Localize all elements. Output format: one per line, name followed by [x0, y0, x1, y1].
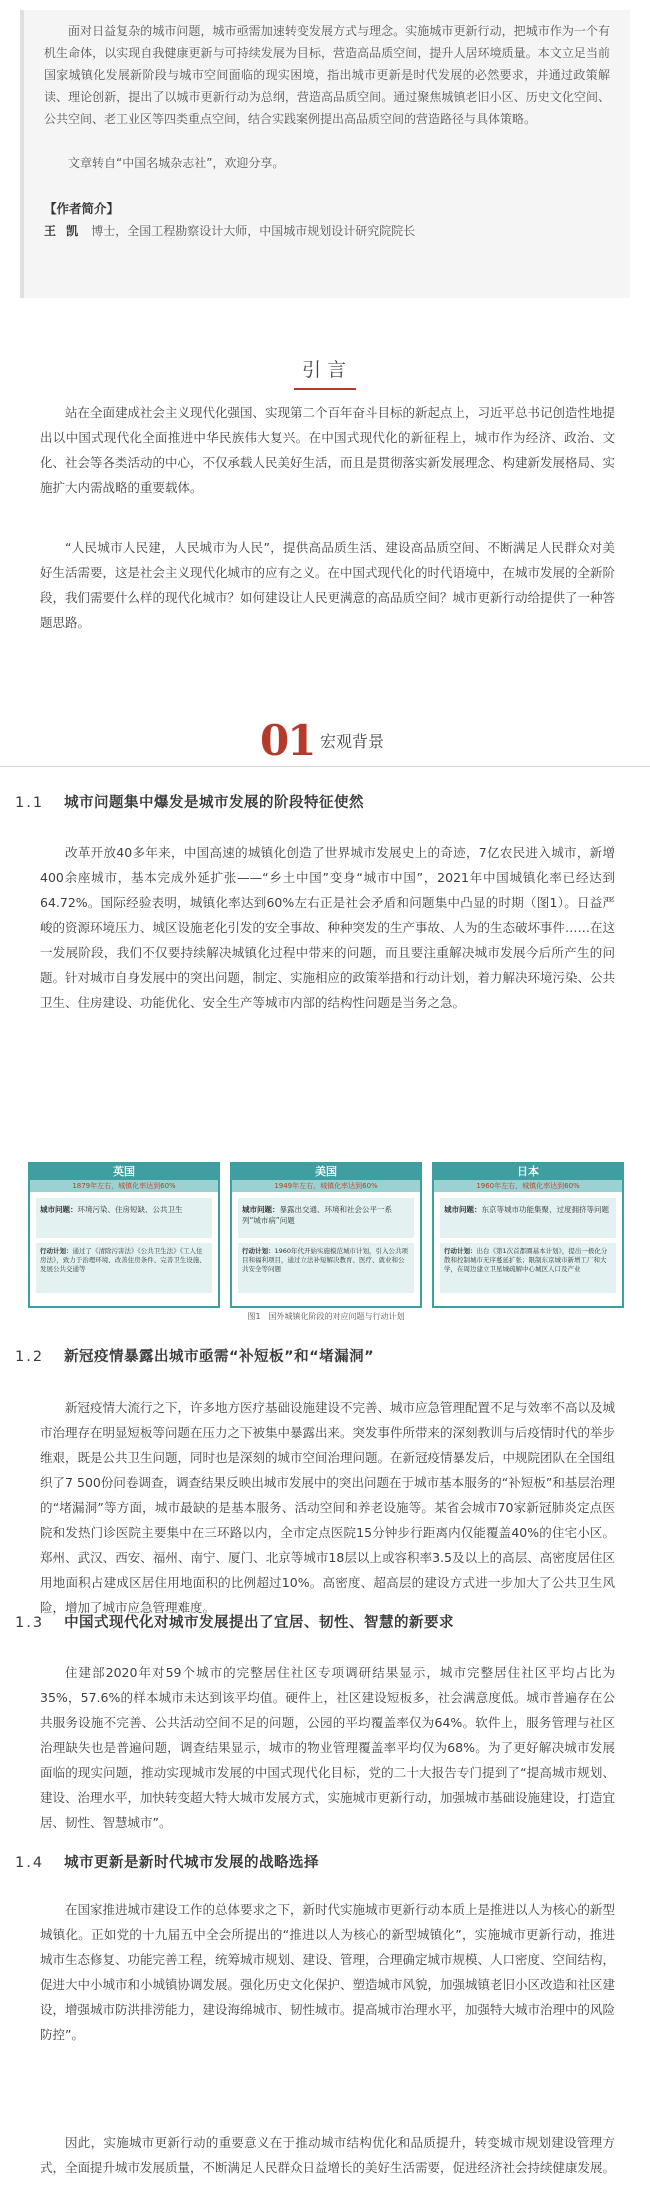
author-name: 王 凯 [44, 224, 82, 238]
section-1-heading [0, 715, 650, 767]
subsection-1-4-paragraph: 在国家推进城市建设工作的总体要求之下，新时代实施城市更新行动本质上是推进以人为核心的新型城镇化。正如党的十九届五中全会所提出的“推进以人为核心的新型城镇化”，实施城市更新行动，推进城市生态修复、功能完善工程，统筹城市规划、建设、管理，合理确定城市规模、人口密度、空间结构，促进大中小城市和小城镇协调发展。强化历史文化保护、塑造城市风貌，加强城镇老旧小区改造和社区建设，增强城市防洪排涝能力，建设海绵城市、韧性城市。提高城市治理水平，加强特大城市治理中的风险防控”。 [40, 1902, 616, 2042]
subsection-number: 1.3 [15, 1615, 45, 1631]
section-divider [0, 766, 650, 767]
subsection-1-1-heading [15, 790, 635, 816]
section-number: 01 [260, 716, 315, 765]
subsection-title: 城市问题集中爆发是城市发展的阶段特征使然 [64, 795, 365, 811]
card-country: 英国 [30, 1164, 218, 1180]
figure-card-japan [432, 1162, 624, 1308]
author-section-title: 【作者简介】 [44, 201, 120, 216]
card-plan: 行动计划：通过了《清除污害法》《公共卫生法》《工人住房法》，致力于治理环境、改善住房条件、完善卫生设施、发展公共交通等 [36, 1243, 212, 1293]
abstract-text: 面对日益复杂的城市问题，城市亟需加速转变发展方式与理念。实施城市更新行动，把城市作为一个有机生命体，以实现自我健康更新与可持续发展为目标，营造高品质空间，提升人居环境质量。本文立足当前国家城镇化发展新阶段与城市空间面临的现实困境，指出城市更新是时代发展的必然要求，并通过政策解读、理论创新，提出了以城市更新行动为总纲，营造高品质空间。通过聚焦城镇老旧小区、历史文化空间、公共空间、老工业区等四类重点空间，结合实践案例提出高品质空间的营造路径与具体策略。 [44, 24, 610, 126]
subsection-number: 1.2 [15, 1349, 45, 1365]
author-line [44, 220, 610, 242]
introduction-heading-text: 引言 [294, 356, 356, 390]
introduction-paragraph-1: 站在全面建成社会主义现代化强国、实现第二个百年奋斗目标的新起点上，习近平总书记创造性地提出以中国式现代化全面推进中华民族伟大复兴。在中国式现代化的新征程上，城市作为经济、政治、文化、社会等各类活动的中心，不仅承载人民美好生活，而且是贯彻落实新发展理念、构建新发展格局、实施扩大内需战略的重要载体。 [40, 405, 616, 495]
card-plan: 行动计划：1960年代开始实施模范城市计划，引入公共项目和福利项目，通过立法补短解决教育、医疗、就业和公共安全等问题 [238, 1243, 414, 1293]
subsection-number: 1.1 [15, 795, 45, 811]
subsection-title: 新冠疫情暴露出城市亟需“补短板”和“堵漏洞” [64, 1349, 375, 1365]
card-problem: 城市问题：暴露出交通、环境和社会公平一系列“城市病”问题 [238, 1198, 414, 1238]
subsection-1-1-paragraph: 改革开放40多年来，中国高速的城镇化创造了世界城市发展史上的奇迹，7亿农民进入城市，新增400余座城市，基本完成外延扩张——“乡土中国”变身“城市中国”，2021年中国城镇化率已经达到64.72%。国际经验表明，城镇化率达到60%左右正是社会矛盾和问题集中凸显的时期（图1）。日益严峻的资源环境压力、城区设施老化引发的安全事故、种种突发的生产事故、人为的生态破坏事件……在这一发展阶段，我们不仅要持续解决城镇化过程中带来的问题，而且要注重解决城市发展今后所产生的问题。针对城市自身发展中的突出问题，制定、实施相应的政策举措和行动计划，着力解决环境污染、公共卫生、住房建设、功能优化、安全生产等城市内部的结构性问题是当务之急。 [40, 845, 616, 1010]
card-stage: 1879年左右，城镇化率达到60% [30, 1180, 218, 1192]
card-country: 美国 [232, 1164, 420, 1180]
introduction-paragraph-2: “人民城市人民建，人民城市为人民”，提供高品质生活、建设高品质空间、不断满足人民群众对美好生活需要，这是社会主义现代化城市的应有之义。在中国式现代化的时代语境中，在城市发展的全新阶段，我们需要什么样的现代化城市？如何建设让人民更满意的高品质空间？城市更新行动给提供了一种答题思路。 [40, 540, 616, 630]
figure-1 [28, 1162, 624, 1320]
figure-caption: 图1 国外城镇化阶段的对应问题与行动计划 [247, 1312, 405, 1321]
subsection-title: 中国式现代化对城市发展提出了宜居、韧性、智慧的新要求 [64, 1615, 455, 1631]
subsection-1-4-heading [15, 1850, 635, 1876]
card-stage: 1960年左右，城镇化率达到60% [434, 1180, 622, 1192]
card-problem: 城市问题：环境污染、住房短缺、公共卫生 [36, 1198, 212, 1238]
card-stage: 1949年左右，城镇化率达到60% [232, 1180, 420, 1192]
author-description: 博士，全国工程勘察设计大师，中国城市规划设计研究院院长 [91, 224, 416, 238]
card-plan: 行动计划：出台《第1次首都圈基本计划》，提出一极化分散和控制城市无序蔓延扩张；限制东京城市新增工厂和大学，在周边建立卫星城疏解中心城区人口及产业 [440, 1243, 616, 1293]
subsection-1-3-heading [15, 1610, 635, 1636]
card-problem: 城市问题：东京等城市功能集聚、过度拥挤等问题 [440, 1198, 616, 1238]
section-title: 宏观背景 [320, 732, 385, 751]
closing-paragraph: 因此，实施城市更新行动的重要意义在于推动城市结构优化和品质提升，转变城市规划建设管理方式，全面提升城市发展质量，不断满足人民群众日益增长的美好生活需要，促进经济社会持续健康发展。 [40, 2135, 616, 2175]
subsection-1-2-paragraph: 新冠疫情大流行之下，许多地方医疗基础设施建设不完善、城市应急管理配置不足与效率不高以及城市治理存在明显短板等问题在压力之下被集中暴露出来。突发事件所带来的深刻教训与后疫情时代的举步维艰，既是公共卫生问题，同时也是深刻的城市空间治理问题。在新冠疫情暴发后，中规院团队在全国组织了7 500份问卷调查，调查结果反映出城市发展中的突出问题在于城市基本服务的“补短板”和基层治理的“堵漏洞”等方面，城市最缺的是基本服务、活动空间和养老设施等。某省会城市70家新冠肺炎定点医院和发热门诊医院主要集中在三环路以内，全市定点医院15分钟步行距离内仅能覆盖40%的住宅小区。郑州、武汉、西安、福州、南宁、厦门、北京等城市18层以上或容积率3.5及以上的高层、高密度居住区用地面积占建成区居住用地面积的比例超过10%。高密度、超高层的建设方式进一步加大了公共卫生风险，增加了城市应急管理难度。 [40, 1400, 616, 1615]
introduction-heading [0, 356, 650, 390]
abstract-box [20, 10, 630, 298]
subsection-title: 城市更新是新时代城市发展的战略选择 [64, 1855, 320, 1871]
subsection-1-2-heading [15, 1344, 635, 1370]
repost-note: 文章转自“中国名城杂志社”，欢迎分享。 [68, 156, 285, 170]
subsection-number: 1.4 [15, 1855, 45, 1871]
subsection-1-3-paragraph: 住建部2020年对59个城市的完整居住社区专项调研结果显示，城市完整居住社区平均占比为35%，57.6%的样本城市未达到该平均值。硬件上，社区建设短板多，社会满意度低。城市普遍存在公共服务设施不完善、公共活动空间不足的问题，公园的平均覆盖率仅为64%。软件上，服务管理与社区治理缺失也是普遍问题，调查结果显示，城市的物业管理覆盖率平均仅为68%。为了更好解决城市发展面临的现实问题，推动实现城市发展的中国式现代化目标，党的二十大报告专门提到了“提高城市规划、建设、治理水平，加快转变超大特大城市发展方式，实施城市更新行动，加强城市基础设施建设，打造宜居、韧性、智慧城市”。 [40, 1665, 616, 1830]
card-country: 日本 [434, 1164, 622, 1180]
figure-card-uk [28, 1162, 220, 1308]
figure-card-us [230, 1162, 422, 1308]
